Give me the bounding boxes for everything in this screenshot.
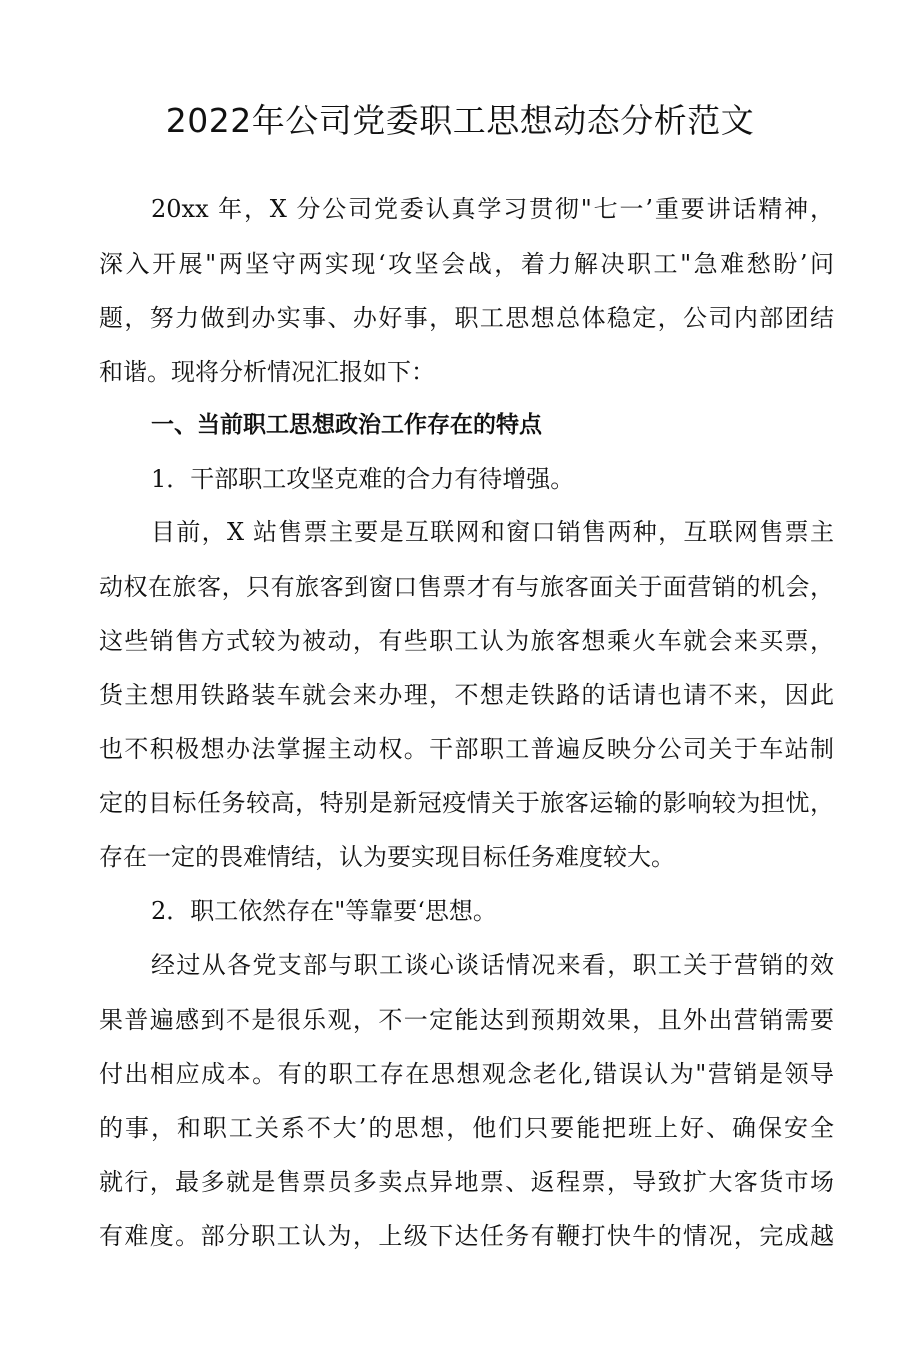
paragraph-line: 动权在旅客，只有旅客到窗口售票才有与旅客面关于面营销的机会， <box>99 573 834 601</box>
paragraph-line: 深入开展"两坚守两实现‘攻坚会战，着力解决职工"急难愁盼’问 <box>99 250 834 278</box>
paragraph-line: 和谐。现将分析情况汇报如下： <box>99 358 435 386</box>
paragraph-line: 就行，最多就是售票员多卖点异地票、返程票，导致扩大客货市场 <box>99 1168 834 1196</box>
paragraph-line: 货主想用铁路装车就会来办理，不想走铁路的话请也请不来，因此 <box>99 681 834 709</box>
paragraph-line: 付出相应成本。有的职工存在思想观念老化,错误认为"营销是领导 <box>99 1060 834 1088</box>
paragraph-line: 20xx 年，X 分公司党委认真学习贯彻"七一’重要讲话精神， <box>151 195 834 223</box>
document-title: 2022年公司党委职工思想动态分析范文 <box>165 101 755 140</box>
paragraph-line: 也不积极想办法掌握主动权。干部职工普遍反映分公司关于车站制 <box>99 735 834 763</box>
paragraph-line: 的事，和职工关系不大’的思想，他们只要能把班上好、确保安全 <box>99 1114 834 1142</box>
paragraph-line: 这些销售方式较为被动，有些职工认为旅客想乘火车就会来买票， <box>99 627 834 655</box>
section-heading: 一、当前职工思想政治工作存在的特点 <box>151 412 542 438</box>
paragraph-line: 存在一定的畏难情结，认为要实现目标任务难度较大。 <box>99 843 675 871</box>
paragraph-line: 2．职工依然存在"等靠要‘思想。 <box>151 897 497 925</box>
paragraph-line: 经过从各党支部与职工谈心谈话情况来看，职工关于营销的效 <box>151 951 834 979</box>
paragraph-line: 目前，X 站售票主要是互联网和窗口销售两种，互联网售票主 <box>151 518 834 546</box>
paragraph-line: 1．干部职工攻坚克难的合力有待增强。 <box>151 465 575 493</box>
paragraph-line: 果普遍感到不是很乐观，不一定能达到预期效果，且外出营销需要 <box>99 1006 834 1034</box>
paragraph-line: 定的目标任务较高，特别是新冠疫情关于旅客运输的影响较为担忧， <box>99 789 834 817</box>
paragraph-line: 题，努力做到办实事、办好事，职工思想总体稳定，公司内部团结 <box>99 304 834 332</box>
paragraph-line: 有难度。部分职工认为，上级下达任务有鞭打快牛的情况，完成越 <box>99 1222 834 1250</box>
